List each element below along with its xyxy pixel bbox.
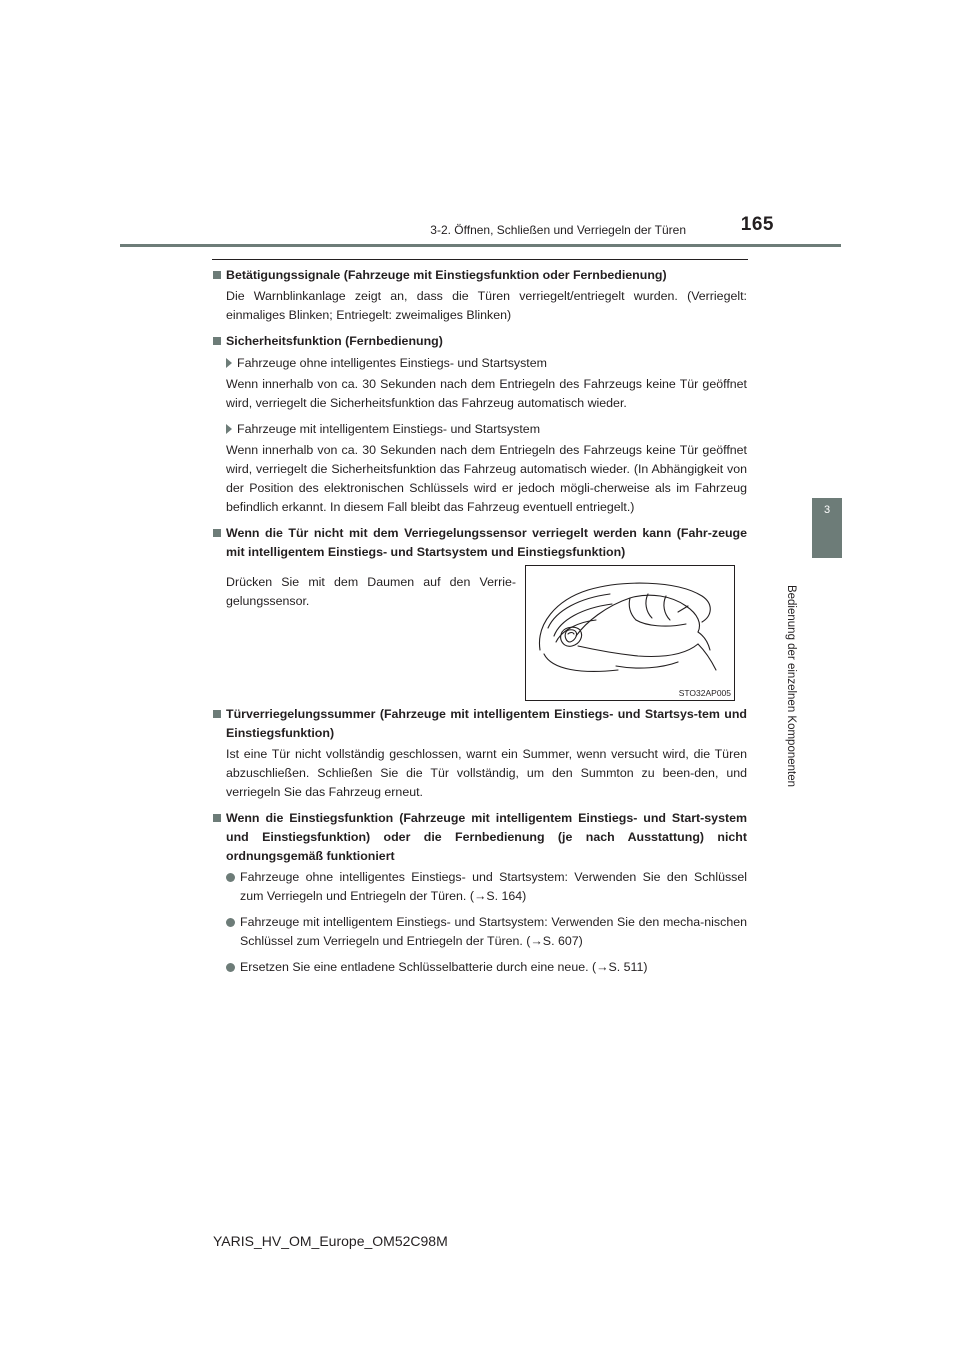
triangle-right-icon [226, 424, 232, 434]
circle-bullet-icon [226, 873, 235, 882]
lock-sensor-body: Drücken Sie mit dem Daumen auf den Verrie-gelungssensor. [226, 575, 516, 608]
thumb-on-door-handle-icon [526, 566, 734, 700]
square-bullet-icon [213, 710, 221, 718]
security-sub1-body: Wenn innerhalb von ca. 30 Sekunden nach dem Entriegeln des Fahrzeugs keine Tür geöffnet wird, verriegelt die Sicherheitsfunktion das Fahrzeug automatisch wieder. [226, 377, 747, 410]
section-heading-lock-sensor: Wenn die Tür nicht mit dem Verriegelungssensor verriegelt werden kann (Fahr-zeuge mit intelligentem Einstiegs- und Startsystem und Einstiegsfunktion) [211, 524, 747, 562]
section-heading-signals: Betätigungssignale (Fahrzeuge mit Einstiegsfunktion oder Fernbedienung) [211, 266, 747, 285]
square-bullet-icon [213, 271, 221, 279]
security-sub2-label: Fahrzeuge mit intelligentem Einstiegs- und Startsystem [211, 420, 747, 439]
header-section-title: 3-2. Öffnen, Schließen und Verriegeln der Türen [430, 223, 686, 237]
security-sub2-body: Wenn innerhalb von ca. 30 Sekunden nach dem Entriegeln des Fahrzeugs keine Tür geöffnet wird, verriegelt die Sicherheitsfunktion das Fahrzeug automatisch wieder. (In Abhängigkeit von der Position des elektronischen Schlüssels wird er jedoch mögli-cherweise als im Fahrzeug befindlich erkannt. In diesem Fall bleibt das Fahrzeug eventuell entriegelt.) [226, 443, 747, 514]
section-heading-buzzer: Türverriegelungssummer (Fahrzeuge mit intelligentem Einstiegs- und Startsys-tem und Einstiegsfunktion) [211, 705, 747, 743]
list-item: Fahrzeuge ohne intelligentes Einstiegs- und Startsystem: Verwenden Sie den Schlüssel zum Verriegeln und Entriegeln der Türen. (→S. 164) [226, 868, 747, 906]
header-rule [120, 244, 841, 247]
security-sub1-label: Fahrzeuge ohne intelligentes Einstiegs- und Startsystem [211, 354, 747, 373]
lock-sensor-figure-row [226, 565, 747, 701]
square-bullet-icon [213, 337, 221, 345]
page-number: 165 [740, 214, 774, 235]
content-rule [212, 259, 748, 260]
section-heading-malfunction: Wenn die Einstiegsfunktion (Fahrzeuge mit intelligentem Einstiegs- und Start-system und Einstiegsfunktion) oder die Fernbedienung (je nach Ausstattung) nicht ordnungsgemäß funktioniert [211, 809, 747, 866]
document-code: YARIS_HV_OM_Europe_OM52C98M [213, 1233, 448, 1249]
triangle-right-icon [226, 358, 232, 368]
square-bullet-icon [213, 814, 221, 822]
circle-bullet-icon [226, 963, 235, 972]
circle-bullet-icon [226, 918, 235, 927]
figure-code: STO32AP005 [678, 688, 731, 698]
square-bullet-icon [213, 529, 221, 537]
section-heading-security: Sicherheitsfunktion (Fernbedienung) [211, 332, 747, 351]
list-item: Fahrzeuge mit intelligentem Einstiegs- und Startsystem: Verwenden Sie den mecha-nischen Schlüssel zum Verriegeln und Entriegeln der Türen. (→S. 607) [226, 913, 747, 951]
page-content [211, 266, 747, 984]
chapter-title: Bedienung der einzelnen Komponenten [785, 584, 797, 788]
buzzer-body: Ist eine Tür nicht vollständig geschlossen, warnt ein Summer, wenn versucht wird, die Türen abzuschließen. Schließen Sie die Tür vollständig, um den Summton zu been-den, und verriegeln Sie das Fahrzeug erneut. [226, 747, 747, 799]
signals-body: Die Warnblinkanlage zeigt an, dass die Türen verriegelt/entriegelt wurden. (Verriegelt: einmaliges Blinken; Entriegelt: zweimaliges Blinken) [226, 289, 747, 322]
chapter-number: 3 [823, 504, 831, 516]
chapter-tab [812, 498, 842, 558]
door-handle-illustration [525, 565, 735, 701]
list-item: Ersetzen Sie eine entladene Schlüsselbatterie durch eine neue. (→S. 511) [226, 958, 747, 977]
